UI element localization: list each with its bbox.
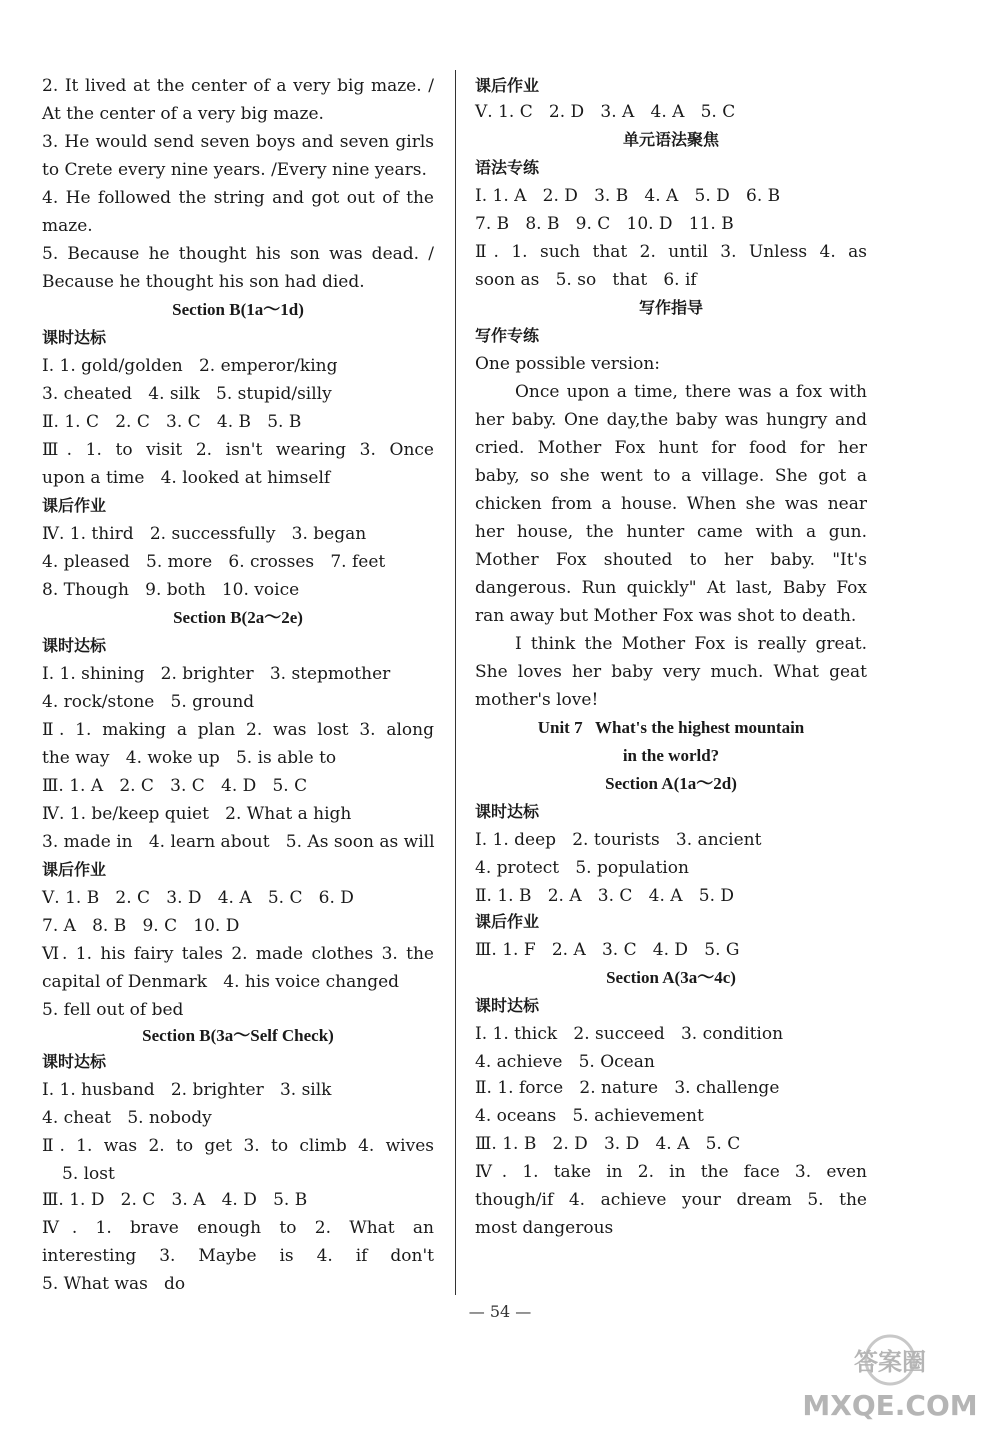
unit-title: in the world? [622,746,720,765]
answer-line: Ⅱ. 1. such that 2. until 3. Unless 4. as [475,242,867,262]
answer-line: Because he thought his son had died. [42,272,365,292]
answer-line: Ⅱ. 1. force 2. nature 3. challenge [475,1078,780,1098]
essay-line: cried. Mother Fox hunt for food for her [475,438,867,458]
essay-line: ran away but Mother Fox was shot to death. [475,606,857,626]
answer-line: 3. made in 4. learn about 5. As soon as will [42,832,435,852]
answer-line: most dangerous [475,1218,614,1238]
answer-line: 4. rock/stone 5. ground [42,692,255,712]
answer-line: Ⅰ. 1. shining 2. brighter 3. stepmother [42,664,391,684]
answer-line: interesting 3. Maybe is 4. if don't [42,1246,434,1266]
answer-line: Ⅴ. 1. B 2. C 3. D 4. A 5. C 6. D [42,888,354,908]
answer-line: 7. B 8. B 9. C 10. D 11. B [475,214,734,234]
answer-line: Ⅲ. 1. F 2. A 3. C 4. D 5. G [475,940,740,960]
category-heading: 课后作业 [475,912,540,931]
answer-line: maze. [42,216,93,236]
section-heading: Section B(1a～1d) [172,300,304,319]
answer-line: upon a time 4. looked at himself [42,468,331,488]
category-heading: 课时达标 [42,636,107,655]
answer-line: Ⅲ. 1. D 2. C 3. A 4. D 5. B [42,1190,308,1210]
section-heading: 写作指导 [638,298,703,317]
essay-line: She loves her baby very much. What geat [475,662,867,682]
answer-line: Ⅳ. 1. be/keep quiet 2. What a high [42,804,352,824]
essay-line: baby, so she went to a village. She got a [475,466,867,486]
answer-line: 7. A 8. B 9. C 10. D [42,916,240,936]
category-heading: 课时达标 [42,328,107,347]
essay-line: chicken from a house. When she was near [475,494,867,514]
answer-line: 2. It lived at the center of a very big maze. / [42,76,434,96]
essay-line: dangerous. Run quickly" At last, Baby Fox [475,578,867,598]
category-heading: 课时达标 [475,996,540,1015]
category-heading: 课时达标 [475,802,540,821]
section-heading: Section A(1a～2d) [605,774,737,793]
essay-line: her house, the hunter came with a gun. [475,522,867,542]
answer-line: 3. cheated 4. silk 5. stupid/silly [42,384,332,404]
answer-line: 5. fell out of bed [42,1000,184,1020]
answer-line: soon as 5. so that 6. if [475,270,697,290]
category-heading: 写作专练 [475,326,540,345]
section-heading: Section A(3a～4c) [606,968,736,987]
watermark-logo-text: 答案圈 [854,1348,926,1376]
answer-line: Ⅳ. 1. take in 2. in the face 3. even [475,1162,867,1182]
category-heading: 课后作业 [475,76,540,95]
answer-line: Ⅵ. 1. his fairy tales 2. made clothes 3. the [42,944,434,964]
answer-line: Ⅳ. 1. third 2. successfully 3. began [42,524,367,544]
answer-line: 4. protect 5. population [475,858,689,878]
answer-line: At the center of a very big maze. [42,104,324,124]
essay-line: her baby. One day,the baby was hungry and [475,410,867,430]
answer-line: 5. Because he thought his son was dead. / [42,244,434,264]
page-number: — 54 — [468,1302,532,1321]
answer-line: Ⅱ. 1. making a plan 2. was lost 3. along [42,720,434,740]
answer-line: 8. Though 9. both 10. voice [42,580,300,600]
answer-line: the way 4. woke up 5. is able to [42,748,337,768]
answer-line: Ⅳ. 1. brave enough to 2. What an [42,1218,434,1238]
answer-line: 3. He would send seven boys and seven girls [42,132,434,152]
essay-line: Once upon a time, there was a fox with [515,382,867,402]
section-heading: Section B(2a～2e) [173,608,303,627]
answer-line: Ⅰ. 1. husband 2. brighter 3. silk [42,1080,332,1100]
answer-line: 4. He followed the string and got out of the [42,188,434,208]
category-heading: 语法专练 [475,158,540,177]
column-divider [455,70,456,1295]
section-heading: Section B(3a～Self Check) [142,1026,334,1045]
answer-line: Ⅱ. 1. C 2. C 3. C 4. B 5. B [42,412,302,432]
answer-line: capital of Denmark 4. his voice changed [42,972,400,992]
answer-line: 5. What was do [42,1274,186,1294]
category-heading: 课时达标 [42,1052,107,1071]
watermark-text: MXQE.COM [802,1389,978,1422]
answer-line: Ⅰ. 1. deep 2. tourists 3. ancient [475,830,762,850]
essay-line: mother's love! [475,690,599,710]
answer-line: 4. achieve 5. Ocean [475,1052,655,1072]
answer-line: 4. cheat 5. nobody [42,1108,212,1128]
answer-line: Ⅱ. 1. was 2. to get 3. to climb 4. wives [42,1136,434,1156]
answer-line: Ⅰ. 1. thick 2. succeed 3. condition [475,1024,784,1044]
answer-line: to Crete every nine years. /Every nine years. [42,160,427,180]
category-heading: 课后作业 [42,860,107,879]
essay-line: I think the Mother Fox is really great. [515,634,867,654]
category-heading: 课后作业 [42,496,107,515]
essay-line: Mother Fox shouted to her baby. "It's [475,550,867,570]
watermark-logo [790,1330,990,1425]
answer-line: Ⅴ. 1. C 2. D 3. A 4. A 5. C [475,102,736,122]
answer-line: Ⅰ. 1. gold/golden 2. emperor/king [42,356,338,376]
unit-title: Unit 7 What's the highest mountain [537,718,805,737]
answer-line: 4. oceans 5. achievement [475,1106,704,1126]
answer-line: Ⅲ. 1. B 2. D 3. D 4. A 5. C [475,1134,741,1154]
answer-line: though/if 4. achieve your dream 5. the [475,1190,867,1210]
answer-line: 4. pleased 5. more 6. crosses 7. feet [42,552,386,572]
answer-line: Ⅲ. 1. A 2. C 3. C 4. D 5. C [42,776,308,796]
answer-line: Ⅱ. 1. B 2. A 3. C 4. A 5. D [475,886,735,906]
answer-line: Ⅰ. 1. A 2. D 3. B 4. A 5. D 6. B [475,186,781,206]
answer-line: 5. lost [62,1164,115,1184]
answer-line: Ⅲ. 1. to visit 2. isn't wearing 3. Once [42,440,434,460]
essay-line: One possible version: [475,354,660,374]
section-heading: 单元语法聚焦 [622,130,719,149]
